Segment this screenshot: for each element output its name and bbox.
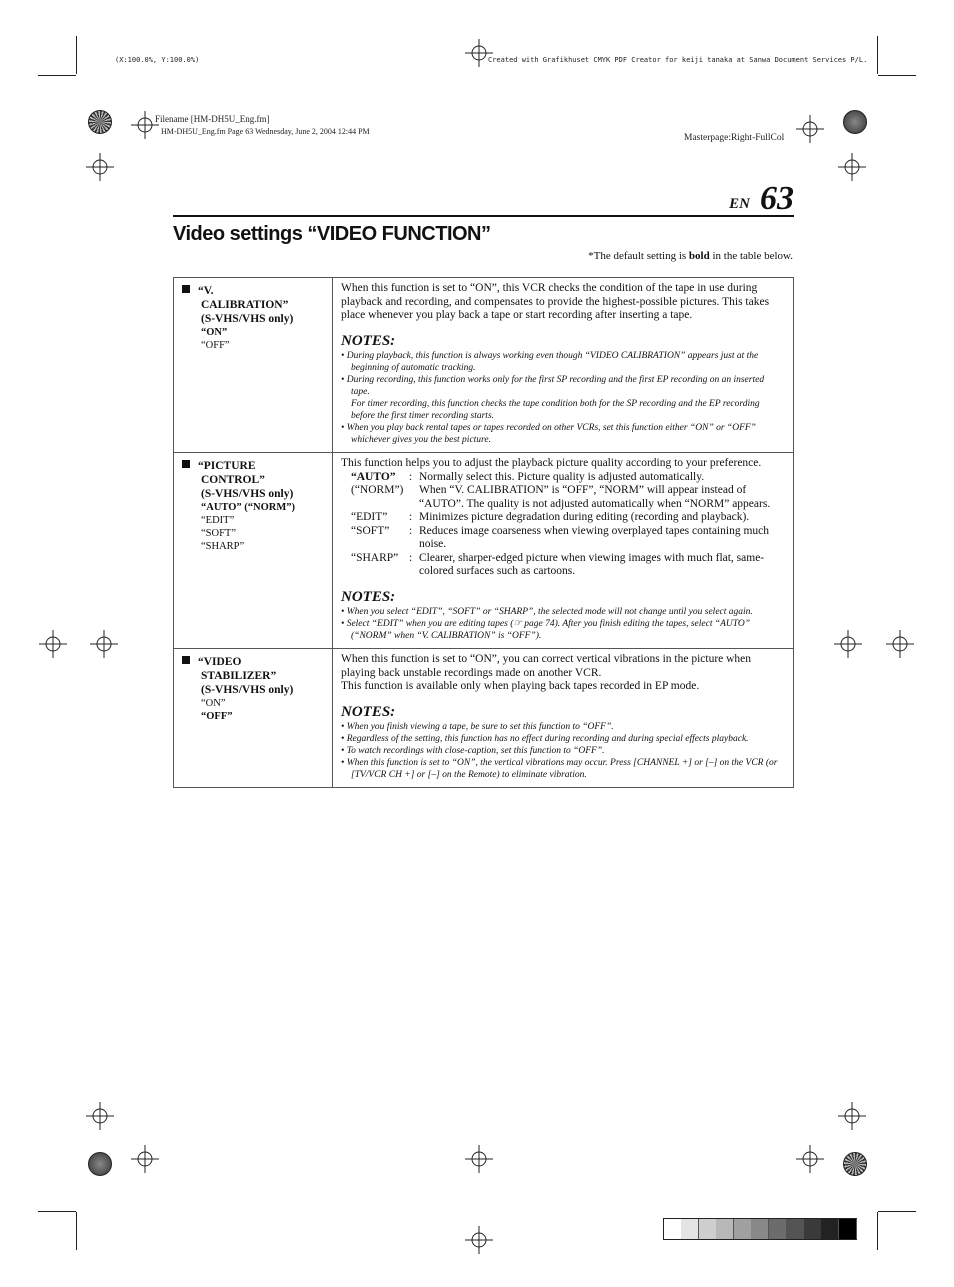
notes-heading: NOTES:	[341, 588, 396, 605]
setting-option: “ON”	[201, 698, 226, 709]
print-dot-icon	[88, 1152, 112, 1176]
color-bar	[663, 1218, 857, 1240]
option-row: “SHARP” : Clearer, sharper-edged picture when viewing images with much flat, same-colored surfaces such as cartoons.	[351, 551, 765, 577]
option-row: (“NORM”) When “V. CALIBRATION” is “OFF”, “NORM” will appear instead of “AUTO”. The quality is not adjusted automatically when “NORM” appears.	[351, 484, 771, 510]
registration-mark-icon	[838, 153, 866, 181]
registration-mark-icon	[86, 1102, 114, 1130]
setting-description: This function helps you to adjust the playback picture quality according to your preference.	[341, 457, 762, 469]
setting-description: This function is available only when playing back tapes recorded in EP mode.	[341, 680, 700, 692]
language-code: EN	[729, 196, 750, 212]
color-swatch	[786, 1219, 804, 1239]
crop-mark	[877, 36, 878, 74]
note-item: • When you play back rental tapes or tapes recorded on other VCRs, set this function either “ON” or “OFF” whichever gives you the best picture.	[341, 423, 756, 445]
table-row	[174, 649, 794, 788]
bullet-square-icon	[182, 656, 190, 664]
color-swatch	[804, 1219, 822, 1239]
color-swatch	[751, 1219, 769, 1239]
notes-list	[341, 721, 785, 781]
setting-name-line: (S-VHS/VHS only)	[201, 684, 294, 696]
notes-list	[341, 606, 785, 642]
crop-mark	[38, 1211, 76, 1212]
color-swatch	[734, 1219, 752, 1239]
crop-mark	[38, 75, 76, 76]
setting-description-cell	[333, 649, 794, 788]
color-swatch	[716, 1219, 734, 1239]
setting-option: “OFF”	[201, 340, 230, 351]
color-swatch	[769, 1219, 787, 1239]
setting-description: When this function is set to “ON”, this VCR checks the condition of the tape in use during playback and recording, and compensates to provide the highest-possible pictures. This takes place whenever you play back a tape or start recording after inserting a tape.	[341, 282, 770, 321]
setting-name-line: “V.	[198, 285, 214, 297]
registration-mark-icon	[90, 630, 118, 658]
registration-mark-icon	[838, 1102, 866, 1130]
registration-mark-icon	[796, 1145, 824, 1173]
bullet-square-icon	[182, 285, 190, 293]
registration-mark-icon	[86, 153, 114, 181]
default-setting-note: *The default setting is bold in the table below.	[588, 250, 793, 262]
color-swatch	[699, 1219, 717, 1239]
option-table	[341, 471, 785, 579]
note-item: • To watch recordings with close-caption, set this function to “OFF”.	[341, 746, 605, 756]
crop-mark	[878, 1211, 916, 1212]
color-swatch	[664, 1219, 682, 1239]
pdf-creator-label: Created with Grafikhuset CMYK PDF Creator for keiji tanaka at Sanwa Document Services P/L.	[488, 56, 868, 64]
registration-mark-icon	[39, 630, 67, 658]
page-title: Video settings “VIDEO FUNCTION”	[173, 223, 491, 245]
setting-option: “OFF”	[201, 711, 233, 722]
setting-option: “ON”	[201, 327, 228, 338]
setting-name-line: CONTROL”	[201, 474, 265, 486]
registration-mark-icon	[131, 111, 159, 139]
color-swatch	[821, 1219, 839, 1239]
note-item: • When this function is set to “ON”, the vertical vibrations may occur. Press [CHANNEL +] or [–] on the VCR (or [TV/VCR CH +] or [–] on the Remote) to eliminate vibration.	[341, 758, 778, 780]
setting-name-line: CALIBRATION”	[201, 299, 289, 311]
filename-label: Filename [HM-DH5U_Eng.fm]	[155, 114, 270, 124]
option-row: “EDIT” : Minimizes picture degradation during editing (recording and playback).	[351, 511, 750, 523]
setting-option: “SOFT”	[201, 528, 236, 539]
setting-name-line: STABILIZER”	[201, 670, 277, 682]
setting-name-cell	[174, 453, 333, 649]
setting-name-line: (S-VHS/VHS only)	[201, 488, 294, 500]
note-item: • When you finish viewing a tape, be sure to set this function to “OFF”.	[341, 722, 614, 732]
registration-mark-icon	[465, 1226, 493, 1254]
setting-option: “EDIT”	[201, 515, 235, 526]
registration-mark-icon	[886, 630, 914, 658]
option-row: “AUTO” : Normally select this. Picture quality is adjusted automatically.	[351, 470, 705, 483]
registration-mark-icon	[465, 39, 493, 67]
setting-description-cell	[333, 278, 794, 453]
file-info-label: HM-DH5U_Eng.fm Page 63 Wednesday, June 2, 2004 12:44 PM	[161, 127, 370, 136]
notes-list	[341, 422, 785, 446]
page-number: 63	[760, 180, 794, 217]
setting-description-cell	[333, 453, 794, 649]
bullet-square-icon	[182, 460, 190, 468]
note-item: • Regardless of the setting, this function has no effect during recording and during special effects playback.	[341, 734, 749, 744]
note-item: • Select “EDIT” when you are editing tapes (☞ page 74). After you finish editing the tapes, select “AUTO” (“NORM” when “V. CALIBRATION” is “OFF”).	[341, 619, 751, 641]
registration-mark-icon	[796, 115, 824, 143]
crop-mark	[878, 75, 916, 76]
note-item: • During playback, this function is always working even though “VIDEO CALIBRATION” appears just at the beginning of automatic tracking.	[341, 351, 759, 373]
print-dot-icon	[843, 110, 867, 134]
settings-table	[173, 277, 794, 788]
registration-mark-icon	[131, 1145, 159, 1173]
print-dot-icon	[88, 110, 112, 134]
masterpage-label: Masterpage:Right-FullCol	[684, 133, 785, 143]
print-scale-label: (X:100.0%, Y:100.0%)	[115, 56, 200, 64]
notes-heading: NOTES:	[341, 703, 396, 720]
setting-name-line: “PICTURE	[198, 460, 256, 472]
setting-name-cell	[174, 649, 333, 788]
setting-option: “AUTO” (“NORM”)	[201, 502, 296, 513]
crop-mark	[877, 1212, 878, 1250]
note-continuation: For timer recording, this function checks the tape condition both for the SP recording and the EP recording before the first timer recording starts.	[351, 399, 760, 421]
note-item: • When you select “EDIT”, “SOFT” or “SHARP”, the selected mode will not change until you select again.	[341, 607, 753, 617]
color-swatch	[681, 1219, 699, 1239]
note-item: • During recording, this function works only for the first SP recording and the first EP recording on an inserted tape.	[341, 375, 765, 397]
registration-mark-icon	[834, 630, 862, 658]
print-dot-icon	[843, 1152, 867, 1176]
table-row	[174, 453, 794, 649]
notes-heading: NOTES:	[341, 332, 396, 349]
setting-name-line: “VIDEO	[198, 656, 242, 668]
color-swatch	[839, 1219, 857, 1239]
setting-name-cell	[174, 278, 333, 453]
table-row	[174, 278, 794, 453]
setting-name-line: (S-VHS/VHS only)	[201, 313, 294, 325]
option-row: “SOFT” : Reduces image coarseness when viewing overplayed tapes containing much noise.	[351, 524, 769, 550]
setting-description: When this function is set to “ON”, you can correct vertical vibrations in the picture when playing back unstable recordings made on another VCR.	[341, 653, 752, 679]
registration-mark-icon	[465, 1145, 493, 1173]
page-header	[173, 180, 794, 217]
crop-mark	[76, 1212, 77, 1250]
crop-mark	[76, 36, 77, 74]
setting-option: “SHARP”	[201, 541, 245, 552]
notes-list	[341, 350, 785, 398]
